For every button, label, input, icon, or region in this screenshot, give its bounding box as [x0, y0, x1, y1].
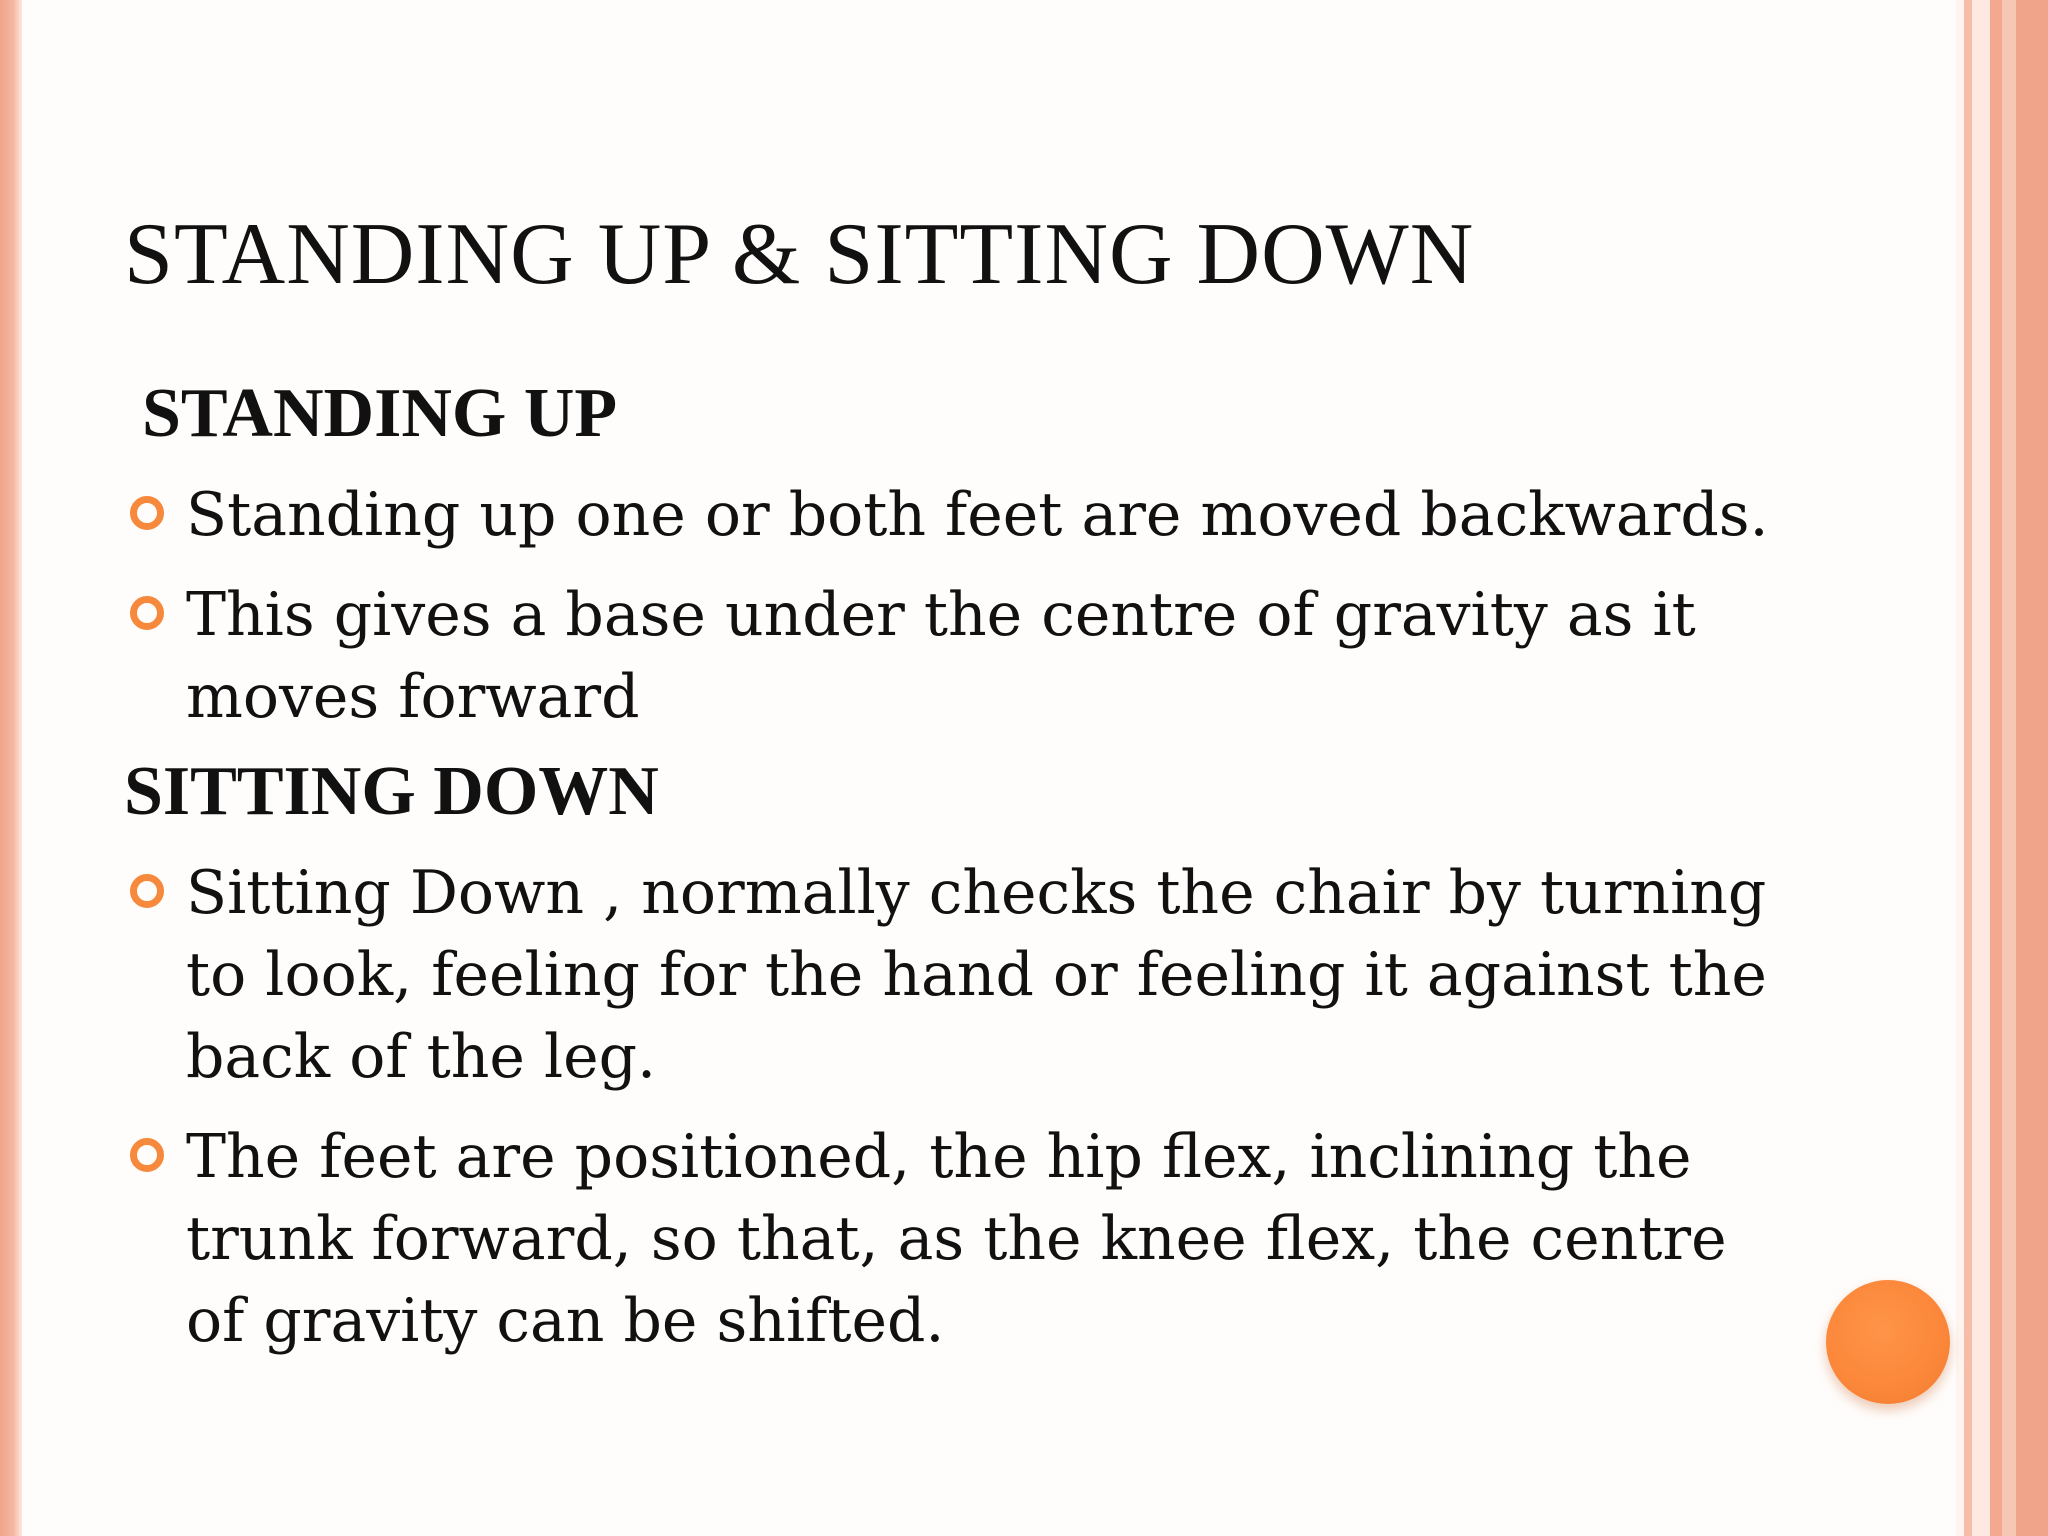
left-border-decoration	[0, 0, 22, 1536]
section-heading-sitting-down: SITTING DOWN	[124, 753, 659, 830]
bullet-text: Standing up one or both feet are moved backwards.	[186, 480, 1769, 550]
right-stripe-decoration	[1956, 0, 2048, 1536]
slide-title: STANDING UP & SITTING DOWN	[124, 206, 1475, 303]
bullet-ring-icon	[130, 496, 164, 530]
list-item	[124, 852, 1784, 1098]
bullet-ring-icon	[130, 874, 164, 908]
slide-content	[124, 372, 1784, 1362]
bullet-text: This gives a base under the centre of gravity as it moves forward	[186, 580, 1696, 732]
list-item	[124, 1116, 1784, 1362]
bullet-list-sitting-down	[124, 852, 1784, 1362]
list-item	[124, 574, 1784, 738]
bullet-text: The feet are positioned, the hip flex, inclining the trunk forward, so that, as the knee flex, the centre of gravity can be shifted.	[186, 1122, 1727, 1356]
bullet-list-standing-up	[124, 474, 1784, 738]
list-item	[124, 474, 1784, 556]
orange-circle-decoration	[1826, 1280, 1950, 1404]
section-heading-standing-up: STANDING UP	[142, 375, 618, 452]
bullet-ring-icon	[130, 1138, 164, 1172]
bullet-ring-icon	[130, 596, 164, 630]
bullet-text: Sitting Down , normally checks the chair by turning to look, feeling for the hand or feeling it against the back of the leg.	[186, 858, 1767, 1092]
